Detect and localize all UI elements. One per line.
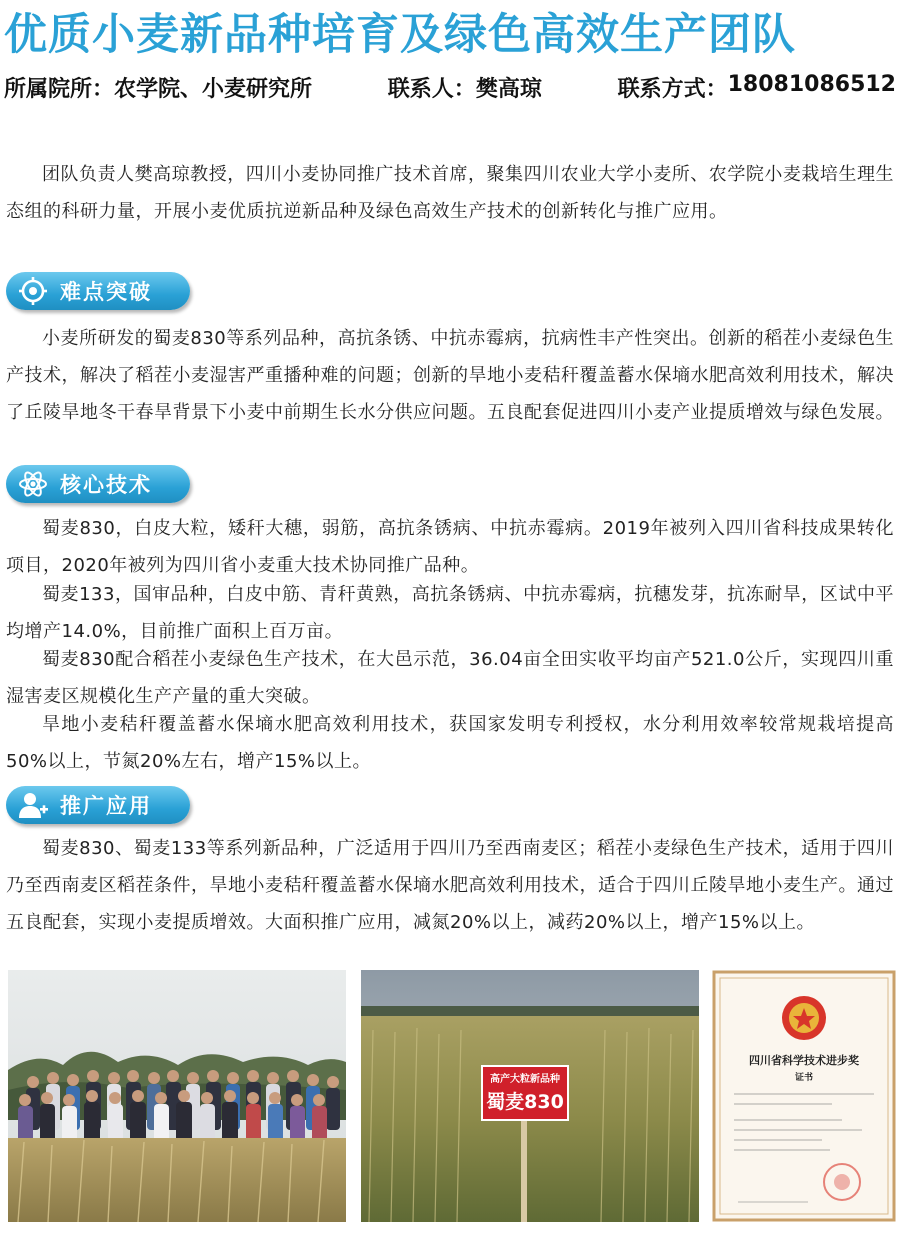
- page-title: 优质小麦新品种培育及绿色高效生产团队: [4, 10, 796, 60]
- core-tech-paragraph-4: 旱地小麦秸秆覆盖蓄水保墒水肥高效利用技术，获国家发明专利授权，水分利用效率较常规栽培提高50%以上，节氮20%左右，增产15%以上。: [6, 714, 894, 772]
- phone-label: 联系方式：: [617, 76, 728, 102]
- core-tech-paragraph-1: 蜀麦830，白皮大粒，矮秆大穗，弱筋，高抗条锈病、中抗赤霉病。2019年被列入四川省科技成果转化项目，2020年被列为四川省小麦重大技术协同推广品种。: [6, 518, 894, 576]
- contact-phone: [618, 72, 896, 103]
- atom-icon: [16, 469, 50, 499]
- section-title: 难点突破: [60, 280, 152, 304]
- target-icon: [16, 276, 50, 306]
- user-plus-icon: [16, 790, 50, 820]
- promotion-paragraph: 蜀麦830、蜀麦133等系列新品种，广泛适用于四川乃至西南麦区；稻茬小麦绿色生产技术，适用于四川乃至西南麦区稻茬条件，旱地小麦秸秆覆盖蓄水保墒水肥高效利用技术，适合于四川丘陵旱地小麦生产。通过五良配套，实现小麦提质增效。大面积推广应用，减氮20%以上，减药20%以上，增产15%以上。: [6, 838, 894, 933]
- intro-paragraph: 团队负责人樊高琼教授，四川小麦协同推广技术首席，聚集四川农业大学小麦所、农学院小麦栽培生理生态组的科研力量，开展小麦优质抗逆新品种及绿色高效生产技术的创新转化与推广应用。: [6, 164, 894, 222]
- national-emblem-icon: [782, 996, 826, 1040]
- affiliation-value: 农学院、小麦研究所: [114, 76, 313, 102]
- contact-person: [388, 72, 542, 103]
- contact-label: 联系人：: [387, 76, 476, 102]
- section-heading-promotion: [6, 786, 190, 824]
- section-title: 推广应用: [60, 794, 152, 818]
- phone-value: 18081086512: [727, 71, 896, 97]
- wheat-field-photo: [361, 970, 699, 1222]
- breakthrough-paragraph: 小麦所研发的蜀麦830等系列品种，高抗条锈、中抗赤霉病，抗病性丰产性突出。创新的稻茬小麦绿色生产技术，解决了稻茬小麦湿害严重播种难的问题；创新的旱地小麦秸秆覆盖蓄水保墒水肥高效利用技术，解决了丘陵旱地冬干春旱背景下小麦中前期生长水分供应问题。五良配套促进四川小麦产业提质增效与绿色发展。: [6, 328, 894, 423]
- certificate-title: 四川省科学技术进步奖: [749, 1054, 859, 1067]
- team-meta: [4, 70, 896, 104]
- affiliation: [4, 72, 312, 103]
- field-sign-line2: 蜀麦830: [486, 1091, 564, 1113]
- certificate-subtitle: 证书: [794, 1073, 814, 1083]
- section-title: 核心技术: [60, 473, 152, 497]
- field-sign-line1: 高产大粒新品种: [490, 1074, 560, 1085]
- core-tech-paragraph-2: 蜀麦133，国审品种，白皮中筋、青秆黄熟，高抗条锈病、中抗赤霉病，抗穗发芽，抗冻耐旱，区试中平均增产14.0%，目前推广面积上百万亩。: [6, 584, 894, 642]
- affiliation-label: 所属院所：: [4, 76, 115, 102]
- team-photo: [8, 970, 346, 1222]
- contact-value: 樊高琼: [475, 76, 542, 102]
- section-heading-breakthrough: [6, 272, 190, 310]
- section-heading-core-tech: [6, 465, 190, 503]
- award-certificate-photo: [712, 970, 896, 1222]
- core-tech-paragraph-3: 蜀麦830配合稻茬小麦绿色生产技术，在大邑示范，36.04亩全田实收平均亩产521.0公斤，实现四川重湿害麦区规模化生产产量的重大突破。: [6, 649, 894, 707]
